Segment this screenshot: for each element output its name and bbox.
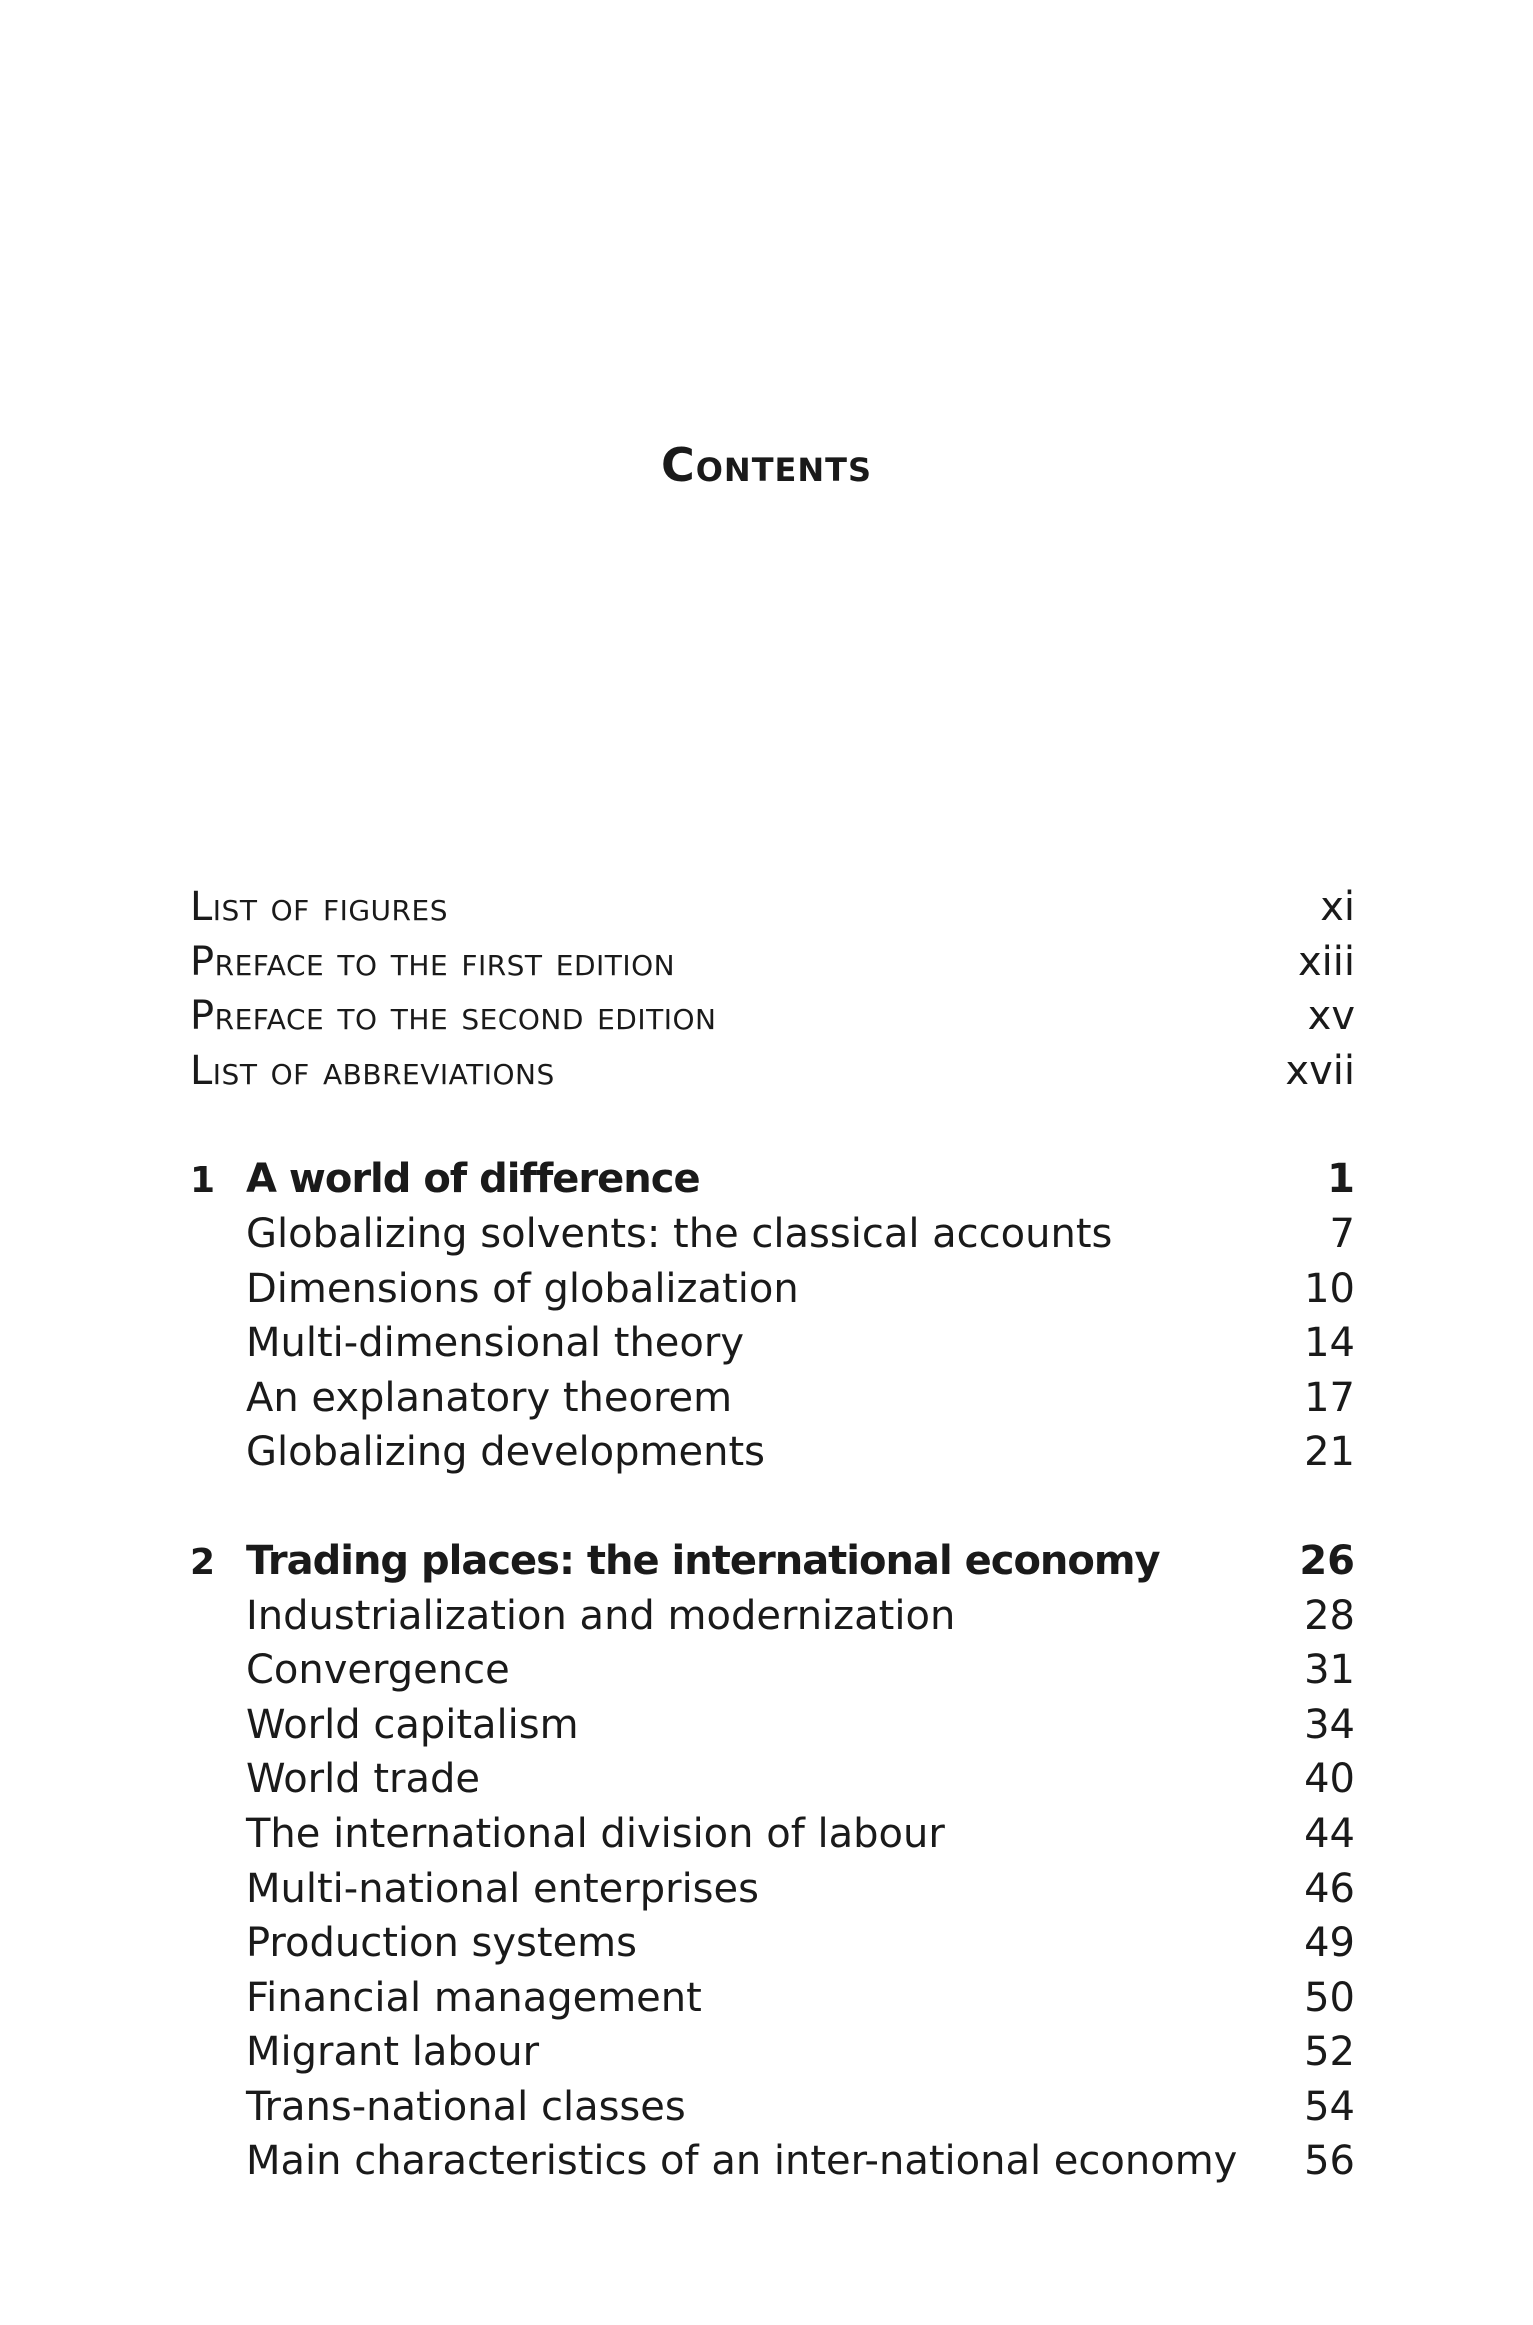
section-title: An explanatory theorem: [246, 1374, 733, 1421]
front-matter-entry[interactable]: [190, 935, 1355, 990]
front-matter-entry[interactable]: [190, 880, 1355, 935]
entry-label: Preface to the second edition: [190, 993, 717, 1040]
section-entry[interactable]: [190, 2025, 1355, 2080]
section-page: 21: [1304, 1429, 1355, 1476]
section-page: 49: [1304, 1920, 1355, 1967]
chapter-heading[interactable]: [190, 1152, 1355, 1207]
chapter-title: A world of difference: [246, 1156, 700, 1203]
section-entry[interactable]: [190, 1643, 1355, 1698]
section-title: Multi-dimensional theory: [246, 1320, 744, 1367]
chapter-heading[interactable]: [190, 1534, 1355, 1589]
section-page: 17: [1304, 1374, 1355, 1421]
entry-page: xvii: [1285, 1047, 1355, 1094]
section-entry[interactable]: [190, 1371, 1355, 1426]
chapter-page: 26: [1299, 1537, 1355, 1584]
section-title: World capitalism: [246, 1701, 579, 1748]
entry-label: Preface to the first edition: [190, 938, 676, 985]
section-page: 10: [1304, 1265, 1355, 1312]
chapter-page: 1: [1327, 1156, 1355, 1203]
section-page: 54: [1304, 2083, 1355, 2130]
entry-label: List of abbreviations: [190, 1047, 555, 1094]
section-entry[interactable]: [190, 2134, 1355, 2189]
chapter-1: [190, 1152, 1355, 1480]
entry-page: xi: [1320, 884, 1355, 930]
entry-page: xv: [1307, 993, 1355, 1040]
section-page: 7: [1329, 1210, 1355, 1257]
section-entry[interactable]: [190, 1862, 1355, 1917]
front-matter-entry[interactable]: [190, 1044, 1355, 1099]
section-title: Globalizing developments: [246, 1429, 765, 1476]
chapter-title: Trading places: the international economy: [246, 1537, 1160, 1584]
front-matter-entry[interactable]: [190, 989, 1355, 1044]
page-title: Contents: [660, 438, 873, 492]
front-matter-list: [190, 880, 1355, 1098]
section-page: 52: [1304, 2029, 1355, 2076]
section-title: Trans-national classes: [246, 2083, 686, 2130]
section-title: Multi-national enterprises: [246, 1865, 759, 1912]
section-title: World trade: [246, 1756, 480, 1803]
section-entry[interactable]: [190, 1262, 1355, 1317]
section-title: Financial management: [246, 1974, 702, 2021]
section-title: The international division of labour: [246, 1810, 945, 1857]
section-page: 31: [1304, 1647, 1355, 1694]
section-entry[interactable]: [190, 1916, 1355, 1971]
section-title: Convergence: [246, 1647, 510, 1694]
section-title: Globalizing solvents: the classical accounts: [246, 1210, 1113, 1257]
section-page: 34: [1304, 1701, 1355, 1748]
section-entry[interactable]: [190, 2080, 1355, 2135]
table-of-contents: [190, 880, 1355, 2243]
section-entry[interactable]: [190, 1316, 1355, 1371]
section-title: Migrant labour: [246, 2029, 540, 2076]
section-entry[interactable]: [190, 1589, 1355, 1644]
chapter-2: [190, 1534, 1355, 2189]
section-entry[interactable]: [190, 1807, 1355, 1862]
section-page: 44: [1304, 1810, 1355, 1857]
section-title: Production systems: [246, 1920, 637, 1967]
section-page: 14: [1304, 1320, 1355, 1367]
section-title: Industrialization and modernization: [246, 1592, 956, 1639]
chapter-number: 2: [190, 1541, 216, 1583]
section-page: 50: [1304, 1974, 1355, 2021]
section-title: Dimensions of globalization: [246, 1265, 799, 1312]
section-title: Main characteristics of an inter-national economy: [246, 2138, 1238, 2185]
section-page: 28: [1304, 1592, 1355, 1639]
entry-label: List of figures: [190, 884, 448, 930]
section-page: 40: [1304, 1756, 1355, 1803]
section-entry[interactable]: [190, 1207, 1355, 1262]
chapter-number: 1: [190, 1160, 216, 1202]
section-entry[interactable]: [190, 1752, 1355, 1807]
section-page: 46: [1304, 1865, 1355, 1912]
section-entry[interactable]: [190, 1971, 1355, 2026]
section-entry[interactable]: [190, 1425, 1355, 1480]
section-page: 56: [1304, 2138, 1355, 2185]
section-entry[interactable]: [190, 1698, 1355, 1753]
spacer: [190, 1098, 1355, 1152]
entry-page: xiii: [1297, 938, 1355, 985]
